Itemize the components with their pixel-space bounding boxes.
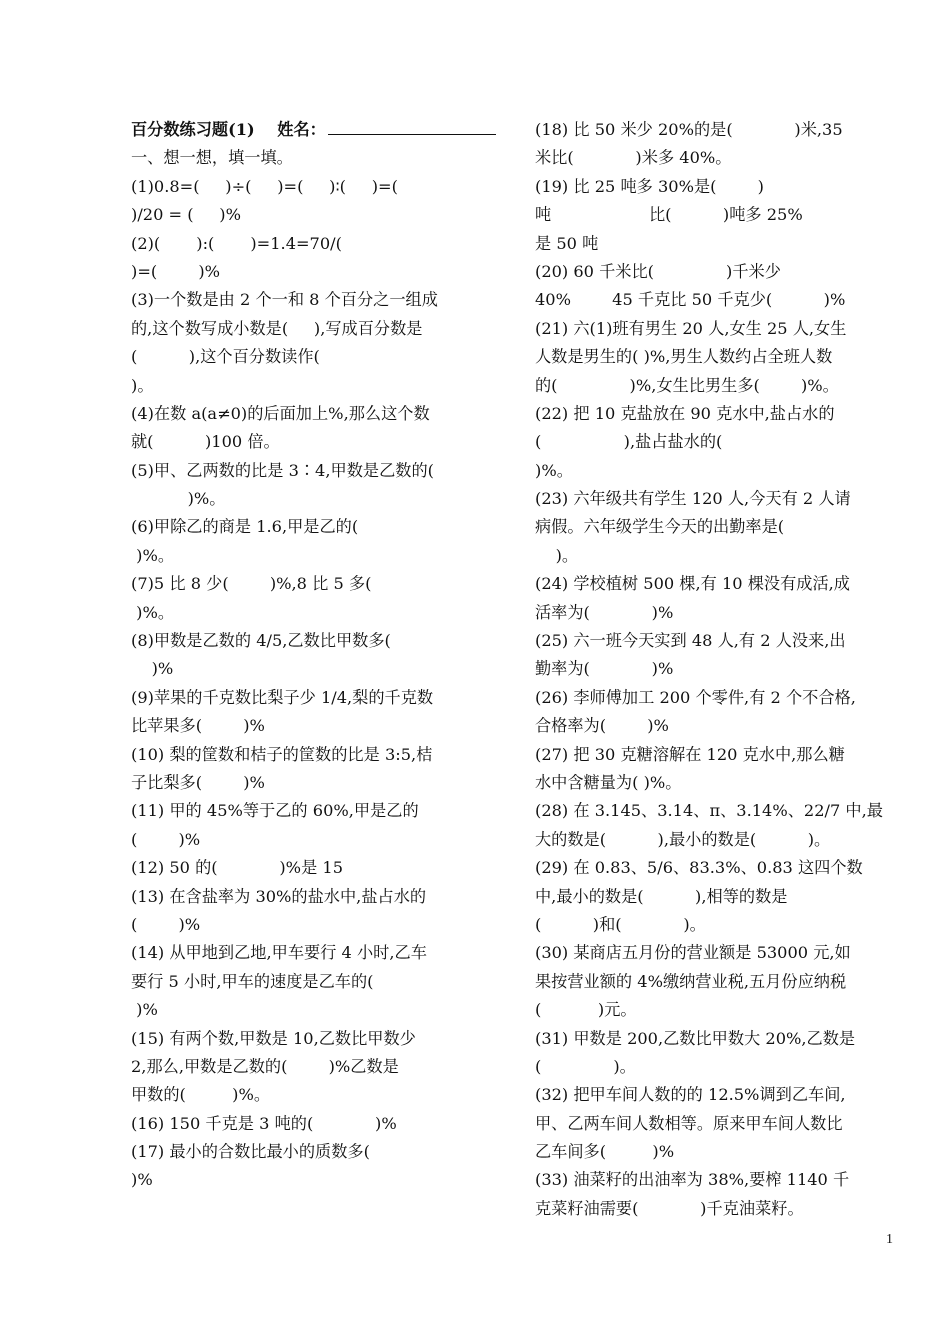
worksheet-title: 百分数练习题(1) (131, 120, 255, 139)
question-line: (25) 六一班今天实到 48 人,有 2 人没来,出 (535, 631, 846, 651)
question-line: ( )和( )。 (535, 914, 706, 934)
question-line: ( ),盐占盐水的( (535, 432, 723, 452)
question-line: 米比( )米多 40%。 (535, 148, 732, 168)
question-line: 水中含糖量为( )%。 (535, 772, 682, 792)
question-line: (20) 60 千米比( )千米少 (535, 261, 781, 281)
question-line: 大的数是( ),最小的数是( )。 (535, 829, 831, 849)
question-line: 病假。六年级学生今天的出勤率是( (535, 517, 785, 537)
question-line: (15) 有两个数,甲数是 10,乙数比甲数少 (131, 1028, 416, 1048)
question-line: 吨 比( )吨多 25% (535, 205, 803, 225)
question-line: )%。 (535, 460, 573, 480)
question-line: (22) 把 10 克盐放在 90 克水中,盐占水的 (535, 403, 835, 423)
question-line: (6)甲除乙的商是 1.6,甲是乙的( (131, 517, 359, 537)
question-line: 的( )%,女生比男生多( )%。 (535, 375, 839, 395)
question-line: 要行 5 小时,甲车的速度是乙车的( (131, 971, 374, 991)
question-line: (32) 把甲车间人数的的 12.5%调到乙车间, (535, 1085, 846, 1105)
question-line: (24) 学校植树 500 棵,有 10 棵没有成活,成 (535, 574, 850, 594)
page-number: 1 (886, 1232, 893, 1247)
question-line: (1)0.8=( )÷( )=( )∶( )=( (131, 176, 398, 196)
question-line: (21) 六(1)班有男生 20 人,女生 25 人,女生 (535, 318, 847, 338)
question-line: (27) 把 30 克糖溶解在 120 克水中,那么糖 (535, 744, 845, 764)
question-line: (26) 李师傅加工 200 个零件,有 2 个不合格, (535, 687, 856, 707)
name-label: 姓名： (277, 120, 326, 139)
question-line: (19) 比 25 吨多 30%是( ) (535, 176, 764, 196)
question-line: )。 (131, 375, 154, 395)
question-line: (14) 从甲地到乙地,甲车要行 4 小时,乙车 (131, 943, 427, 963)
question-line: ( )% (131, 914, 201, 934)
question-line: 甲数的( )%。 (131, 1085, 271, 1105)
question-line: )% (131, 1170, 153, 1190)
question-line: 是 50 吨 (535, 233, 599, 253)
question-line: (7)5 比 8 少( )%,8 比 5 多( (131, 574, 372, 594)
question-line: (11) 甲的 45%等于乙的 60%,甲是乙的 (131, 801, 419, 821)
title-row (131, 116, 497, 144)
question-line: (13) 在含盐率为 30%的盐水中,盐占水的 (131, 886, 427, 906)
question-line: )。 (535, 545, 579, 565)
question-line: 2,那么,甲数是乙数的( )%乙数是 (131, 1056, 399, 1076)
name-blank-line (328, 116, 496, 135)
question-line: 果按营业额的 4%缴纳营业税,五月份应纳税 (535, 971, 847, 991)
question-line: (31) 甲数是 200,乙数比甲数大 20%,乙数是 (535, 1028, 856, 1048)
question-line: (5)甲、乙两数的比是 3∶4,甲数是乙数的( (131, 460, 434, 480)
question-line: (17) 最小的合数比最小的质数多( (131, 1142, 370, 1162)
question-line: (2)( ):( )=1.4=70/( (131, 233, 342, 253)
question-line: (12) 50 的( )%是 15 (131, 858, 343, 878)
question-line: (10) 梨的筐数和桔子的筐数的比是 3:5,桔 (131, 744, 433, 764)
left-question-list (131, 144, 497, 1194)
question-line: (33) 油菜籽的出油率为 38%,要榨 1140 千 (535, 1170, 850, 1190)
question-line: ( )元。 (535, 1000, 637, 1020)
question-line: (23) 六年级共有学生 120 人,今天有 2 人请 (535, 489, 851, 509)
question-line: (3)一个数是由 2 个一和 8 个百分之一组成 (131, 290, 438, 310)
left-column (131, 116, 497, 1195)
question-line: 乙车间多( )% (535, 1142, 675, 1162)
question-line: (29) 在 0.83、5/6、83.3%、0.83 这四个数 (535, 858, 863, 878)
question-line: )=( )% (131, 261, 221, 281)
right-column (535, 116, 907, 1223)
question-line: 就( )100 倍。 (131, 432, 280, 452)
question-line: 子比梨多( )% (131, 772, 265, 792)
question-line: (4)在数 a(a≠0)的后面加上%,那么这个数 (131, 403, 430, 423)
question-line: ( )。 (535, 1056, 636, 1076)
question-line: ( ),这个百分数读作( (131, 347, 320, 367)
question-line: (16) 150 千克是 3 吨的( )% (131, 1113, 397, 1133)
question-line: (28) 在 3.145、3.14、π、3.14%、22/7 中,最 (535, 801, 883, 821)
question-line: 甲、乙两车间人数相等。原来甲车间人数比 (535, 1113, 843, 1133)
question-line: )/20 = ( )% (131, 205, 241, 225)
question-line: 人数是男生的( )%,男生人数约占全班人数 (535, 347, 833, 367)
question-line: )% (131, 1000, 158, 1020)
question-line: (30) 某商店五月份的营业额是 53000 元,如 (535, 943, 851, 963)
question-line: (8)甲数是乙数的 4/5,乙数比甲数多( (131, 631, 391, 651)
right-question-list (535, 116, 907, 1223)
question-line: 一、想一想，填一填。 (131, 148, 293, 168)
question-line: ( )% (131, 829, 201, 849)
question-line: )% (131, 659, 174, 679)
question-line: 活率为( )% (535, 602, 674, 622)
question-line: 中,最小的数是( ),相等的数是 (535, 886, 788, 906)
question-line: (9)苹果的千克数比梨子少 1/4,梨的千克数 (131, 687, 434, 707)
question-line: (18) 比 50 米少 20%的是( )米,35 (535, 120, 843, 139)
question-line: 40% 45 千克比 50 千克少( )% (535, 290, 846, 310)
question-line: )%。 (131, 489, 226, 509)
question-line: )%。 (131, 602, 175, 622)
question-line: 的,这个数写成小数是( ),写成百分数是 (131, 318, 423, 338)
question-line: )%。 (131, 545, 175, 565)
question-line: 比苹果多( )% (131, 716, 265, 736)
question-line: 克菜籽油需要( )千克油菜籽。 (535, 1198, 804, 1218)
question-line: 勤率为( )% (535, 659, 674, 679)
question-line: 合格率为( )% (535, 716, 669, 736)
